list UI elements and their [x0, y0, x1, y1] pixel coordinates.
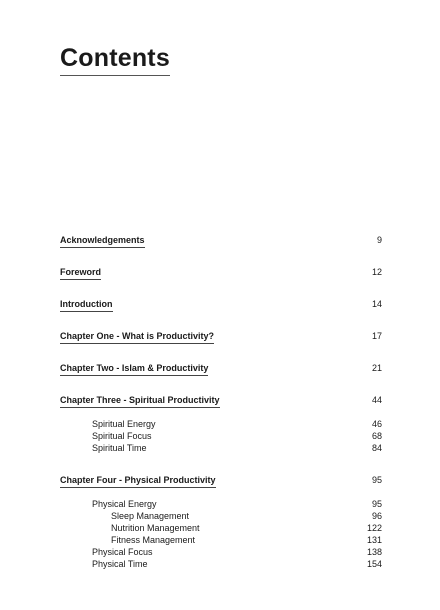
toc-section-page: 68: [371, 431, 382, 441]
toc-subsection-label[interactable]: Sleep Management: [111, 511, 190, 521]
toc-section-spiritual-focus[interactable]: [60, 430, 382, 442]
toc-entry-page: 12: [371, 267, 382, 277]
toc-section-label[interactable]: Physical Energy: [92, 499, 157, 509]
toc-section-spiritual-time[interactable]: [60, 442, 382, 454]
toc-entry-page: 14: [371, 299, 382, 309]
toc-entry-acknowledgements[interactable]: [60, 234, 382, 248]
toc-subsection-label[interactable]: Nutrition Management: [111, 523, 200, 533]
toc-section-page: 95: [371, 499, 382, 509]
toc-section-label[interactable]: Physical Focus: [92, 547, 153, 557]
toc-subsection-page: 122: [366, 523, 382, 533]
page-title: Contents: [60, 42, 170, 76]
toc-entry-label[interactable]: Chapter Three - Spiritual Productivity: [60, 394, 220, 408]
toc-section-label[interactable]: Physical Time: [92, 559, 148, 569]
toc-subsection-nutrition-management[interactable]: [60, 522, 382, 534]
toc-entry-page: 21: [371, 363, 382, 373]
toc-entry-page: 9: [376, 235, 382, 245]
toc-section-page: 138: [366, 547, 382, 557]
toc-entry-page: 44: [371, 395, 382, 405]
toc-section-physical-time[interactable]: [60, 558, 382, 570]
toc-entry-label[interactable]: Foreword: [60, 266, 101, 280]
toc-section-physical-energy[interactable]: [60, 498, 382, 510]
toc-section-physical-focus[interactable]: [60, 546, 382, 558]
toc-section-spiritual-energy[interactable]: [60, 418, 382, 430]
toc-section-page: 154: [366, 559, 382, 569]
toc-subsection-fitness-management[interactable]: [60, 534, 382, 546]
toc-entry-chapter-three[interactable]: [60, 394, 382, 408]
toc-entry-foreword[interactable]: [60, 266, 382, 280]
toc-entry-page: 95: [371, 475, 382, 485]
toc-entry-chapter-two[interactable]: [60, 362, 382, 376]
toc-entry-chapter-one[interactable]: [60, 330, 382, 344]
toc-entry-introduction[interactable]: [60, 298, 382, 312]
toc-entry-label[interactable]: Acknowledgements: [60, 234, 145, 248]
toc-section-label[interactable]: Spiritual Time: [92, 443, 147, 453]
chapter-three-sections: [60, 418, 382, 454]
toc-subsection-sleep-management[interactable]: [60, 510, 382, 522]
toc-subsection-page: 131: [366, 535, 382, 545]
toc-entry-label[interactable]: Chapter Four - Physical Productivity: [60, 474, 216, 488]
toc-entry-page: 17: [371, 331, 382, 341]
toc-entry-label[interactable]: Chapter Two - Islam & Productivity: [60, 362, 208, 376]
toc-section-page: 46: [371, 419, 382, 429]
toc-entry-label[interactable]: Introduction: [60, 298, 113, 312]
toc-subsection-page: 96: [371, 511, 382, 521]
toc-subsection-label[interactable]: Fitness Management: [111, 535, 196, 545]
toc-entry-label[interactable]: Chapter One - What is Productivity?: [60, 330, 214, 344]
toc-section-label[interactable]: Spiritual Focus: [92, 431, 152, 441]
toc-entry-chapter-four[interactable]: [60, 474, 382, 488]
table-of-contents: [60, 234, 382, 570]
chapter-four-sections: [60, 498, 382, 570]
toc-section-page: 84: [371, 443, 382, 453]
toc-section-label[interactable]: Spiritual Energy: [92, 419, 156, 429]
